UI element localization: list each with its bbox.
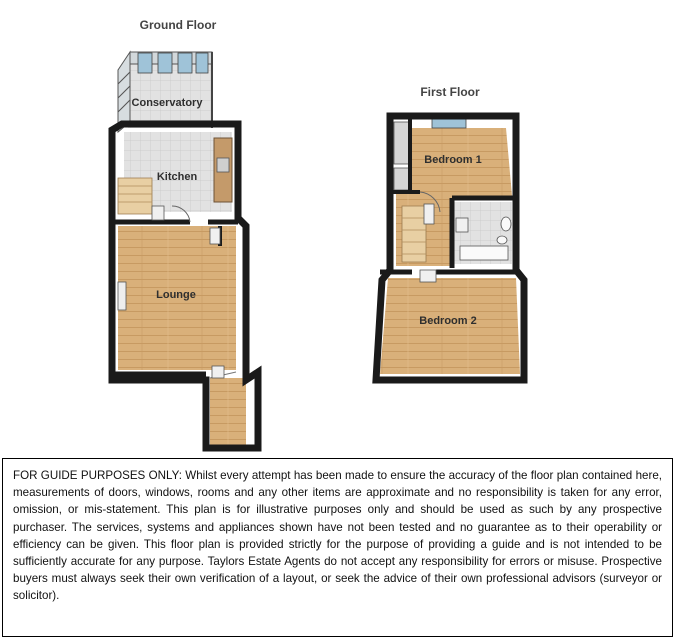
conservatory-window-1 — [138, 53, 152, 73]
bedroom1-label: Bedroom 1 — [424, 154, 482, 166]
toilet — [501, 217, 511, 231]
conservatory-label: Conservatory — [131, 97, 203, 109]
basin — [497, 236, 507, 244]
kitchen-label: Kitchen — [156, 171, 198, 183]
disclaimer-text: FOR GUIDE PURPOSES ONLY: Whilst every attempt has been made to ensure the accuracy of the floor plan contained here, measurements of doors, windows, rooms and any other items are approximate and no responsibility is taken for any error, omission, or mis-statement. This plan is for illustrative purposes only and should be used as such by any prospective purchaser. The services, systems and appliances shown have not been tested and no guarantee as to their operability or efficiency can be given. This floor plan is provided strictly for the purpose of providing a guide and is not intended to be sufficiently accurate for any purpose. Taylors Estate Agents do not accept any responsibility for errors or misuse. Prospective buyers must always seek their own verification of a layout, or seek the advice of their own professional advisors (surveyor or solicitor). — [13, 469, 662, 603]
ground-floor-stairs — [118, 178, 152, 214]
first-floor-stairs — [402, 206, 426, 262]
ground-floor-plan — [112, 52, 258, 448]
cupboard-2 — [394, 168, 410, 190]
first-floor-plan — [376, 116, 524, 380]
ground-floor-title: Ground Floor — [139, 18, 217, 32]
porch-floor — [210, 378, 246, 446]
disclaimer-box — [2, 458, 673, 637]
conservatory-window-4 — [196, 53, 208, 73]
conservatory-window-3 — [178, 53, 192, 73]
bath-tub — [460, 246, 508, 260]
lounge-label: Lounge — [156, 289, 196, 301]
cupboard-1 — [394, 122, 410, 164]
bedroom2-label: Bedroom 2 — [419, 315, 477, 327]
first-floor-title: First Floor — [420, 85, 480, 99]
lounge-fireplace — [118, 282, 126, 310]
conservatory-window-2 — [158, 53, 172, 73]
